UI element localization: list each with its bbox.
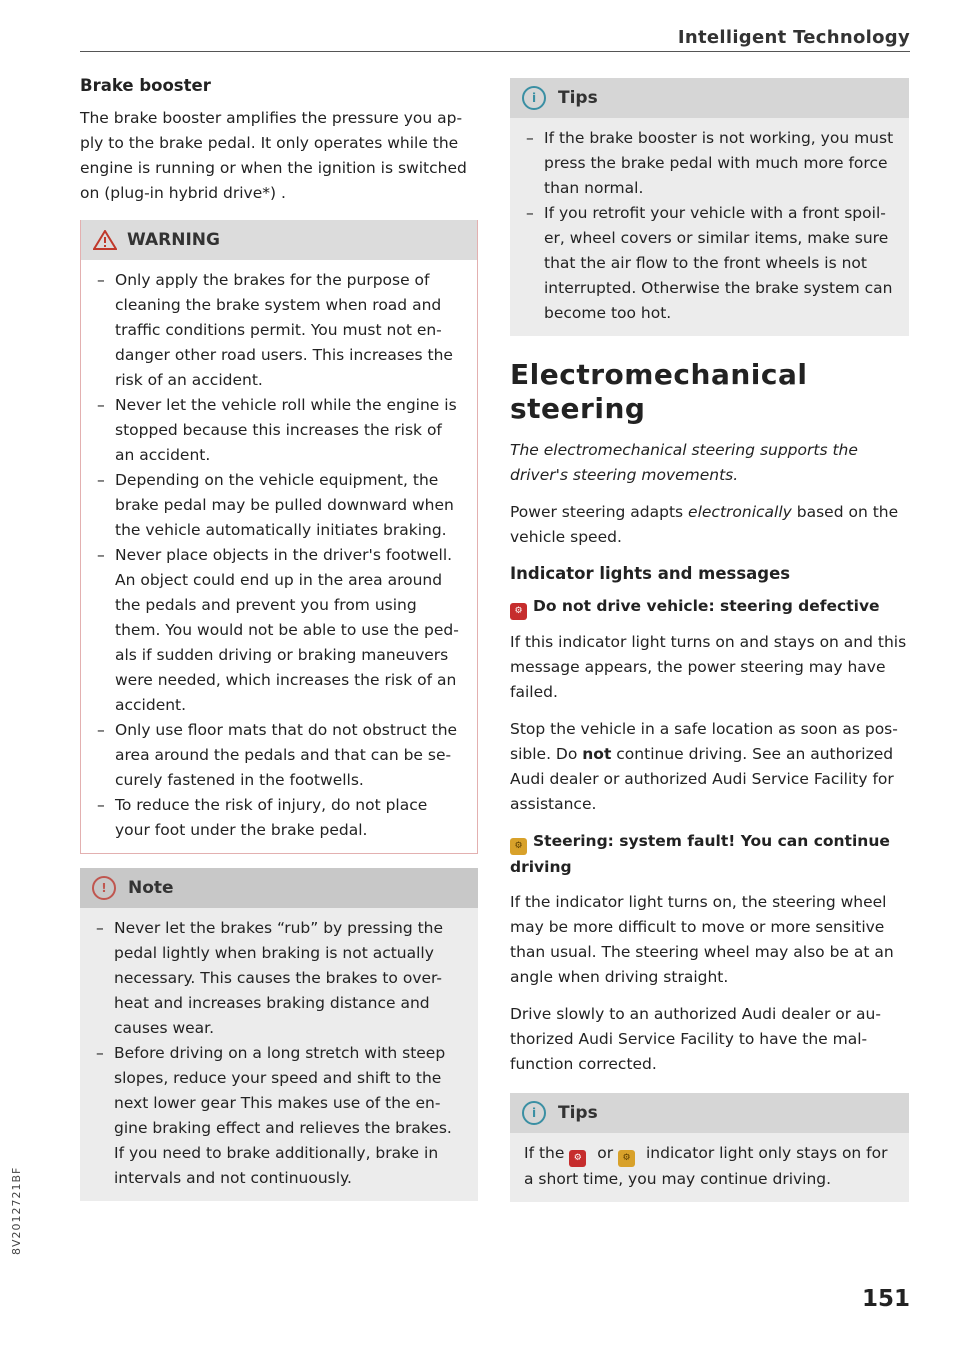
- note-header: [80, 868, 478, 908]
- msg1-text: If this indicator light turns on and stays on and this message appears, the power steering may have failed.: [510, 633, 907, 701]
- note-box: [80, 868, 478, 1201]
- info-icon: i: [522, 1101, 546, 1125]
- tips-box-2: [510, 1093, 909, 1202]
- left-column: [80, 70, 478, 1213]
- warning-triangle-icon: [93, 230, 117, 250]
- tips-label: Tips: [558, 88, 598, 108]
- tips2-mid: or: [592, 1144, 619, 1162]
- tips-box-1: [510, 78, 909, 336]
- indicator-heading: Indicator lights and messages: [510, 564, 791, 583]
- tips-item: – If the brake booster is not working, you must press the brake pedal with much more force than normal.: [524, 126, 895, 201]
- note-item: – Never let the brakes “rub” by pressing the pedal lightly when braking is not actually necessary. This causes the brakes to over-heat and increases braking distance and causes wear.: [94, 916, 464, 1041]
- msg1-title: Do not drive vehicle: steering defective: [533, 597, 880, 615]
- steering-yellow-indicator-icon: ⚙: [618, 1150, 635, 1167]
- warning-item: – Depending on the vehicle equipment, the brake pedal may be pulled downward when the vehicle automatically initiates braking.: [95, 468, 463, 543]
- msg1-stop-text: [510, 717, 909, 817]
- tips-item: – If you retrofit your vehicle with a front spoil-er, wheel covers or similar items, make sure that the air flow to the front wheels is not interrupted. Otherwise the brake system can become too hot.: [524, 201, 895, 326]
- warning-list: [95, 268, 463, 843]
- page-header-title: Intelligent Technology: [677, 27, 910, 48]
- warning-header: [81, 220, 477, 260]
- tips2-pre: If the: [524, 1144, 570, 1162]
- power-steering-text: [510, 500, 909, 550]
- power-steering-post: based on the vehicle speed.: [510, 503, 899, 546]
- steering-intro: The electromechanical steering supports the driver's steering movements.: [510, 441, 858, 484]
- warning-label: WARNING: [127, 230, 220, 250]
- warning-item: – Never let the vehicle roll while the engine is stopped because this increases the risk of an accident.: [95, 393, 463, 468]
- steering-yellow-indicator-icon: ⚙: [510, 838, 527, 855]
- warning-item: – Only use floor mats that do not obstruct the area around the pedals and that can be se-curely fastened in the footwells.: [95, 718, 463, 793]
- info-icon: i: [522, 86, 546, 110]
- tips2-text: [524, 1141, 895, 1192]
- msg2-title-row: [510, 829, 909, 880]
- tips2-post: indicator light only stays on for a short time, you may continue driving.: [524, 1144, 888, 1188]
- msg1-stop-pre: Stop the vehicle in a safe location as soon as pos-sible. Do: [510, 720, 898, 763]
- msg1-stop-bold: not: [582, 745, 612, 763]
- msg1-stop-post: continue driving. See an authorized Audi dealer or authorized Audi Service Facility for assistance.: [510, 745, 894, 813]
- note-item: – Before driving on a long stretch with steep slopes, reduce your speed and shift to the next lower gear This makes use of the en-gine braking effect and relieves the brakes. If you need to brake additionally, brake in intervals and not continuously.: [94, 1041, 464, 1191]
- msg2-text: If the indicator light turns on, the steering wheel may be more difficult to move or more sensitive than usual. The steering wheel may also be at an angle when driving straight.: [510, 893, 894, 986]
- warning-item: – To reduce the risk of injury, do not place your foot under the brake pedal.: [95, 793, 463, 843]
- brake-booster-heading: Brake booster: [80, 76, 211, 95]
- power-steering-em: electronically: [688, 503, 792, 521]
- right-column: [510, 78, 909, 1214]
- warning-box: [80, 220, 478, 854]
- tips-list-1: [524, 126, 895, 326]
- msg1-title-row: [510, 594, 909, 620]
- msg2-drive-text: Drive slowly to an authorized Audi dealer or au-thorized Audi Service Facility to have the mal-function corrected.: [510, 1005, 881, 1073]
- document-code: 8V2012721BF: [10, 1166, 23, 1255]
- note-exclamation-icon: !: [92, 876, 116, 900]
- steering-red-indicator-icon: ⚙: [569, 1150, 586, 1167]
- brake-booster-text: The brake booster amplifies the pressure you ap-ply to the brake pedal. It only operates while the engine is running or when the ignition is switched on (plug-in hybrid drive*) .: [80, 109, 467, 202]
- page-number: 151: [861, 1286, 910, 1312]
- tips-label: Tips: [558, 1103, 598, 1123]
- tips-header-1: [510, 78, 909, 118]
- power-steering-pre: Power steering adapts: [510, 503, 689, 521]
- msg2-title: Steering: system fault! You can continue driving: [510, 832, 890, 876]
- steering-red-indicator-icon: ⚙: [510, 603, 527, 620]
- note-list: [94, 916, 464, 1191]
- header-rule: [80, 51, 910, 52]
- note-label: Note: [128, 878, 174, 898]
- steering-heading: Electromechanical steering: [510, 358, 808, 425]
- warning-item: – Never place objects in the driver's footwell. An object could end up in the area around the pedals and prevent you from using them. You would not be able to use the ped-als if sudden driving or braking maneuvers were needed, which increases the risk of an accident.: [95, 543, 463, 718]
- tips-header-2: [510, 1093, 909, 1133]
- warning-item: – Only apply the brakes for the purpose of cleaning the brake system when road and traffic conditions permit. You must not en-danger other road users. This increases the risk of an accident.: [95, 268, 463, 393]
